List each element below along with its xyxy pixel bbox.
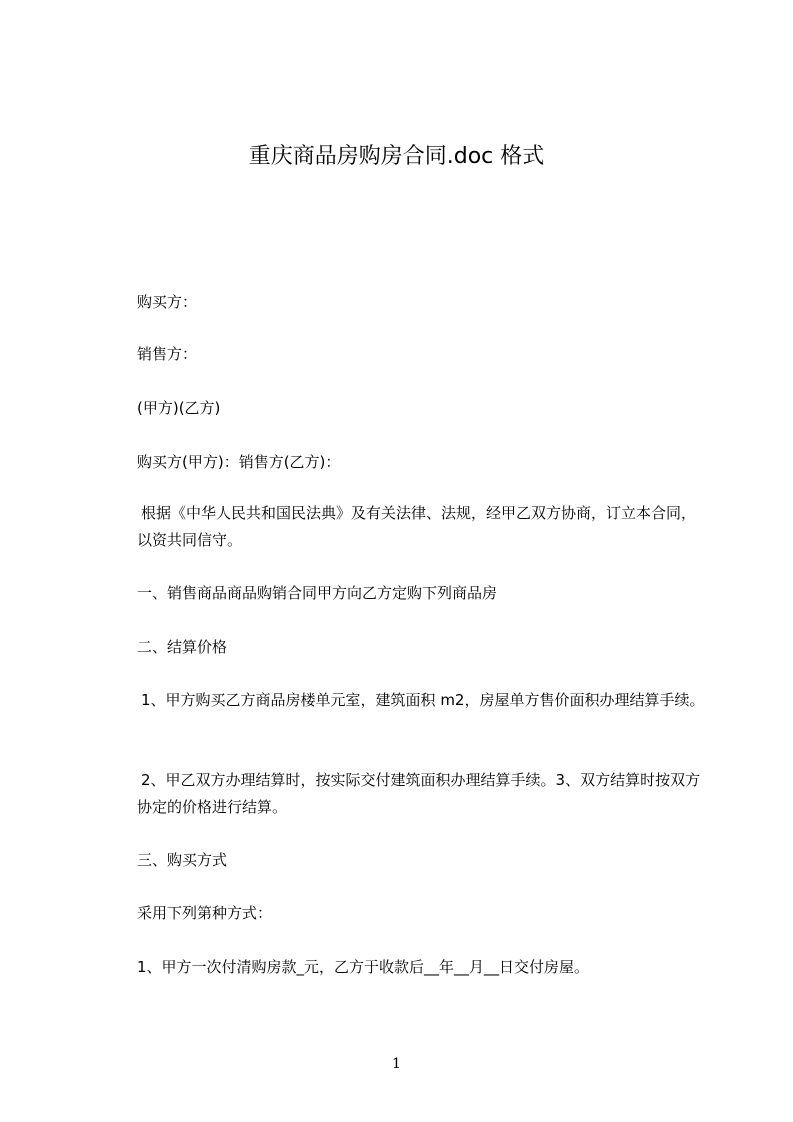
section-two-heading: 二、结算价格 — [137, 638, 228, 656]
party-labels: (甲方)(乙方) — [137, 399, 221, 417]
buyer-label: 购买方： — [137, 293, 198, 311]
document-title: 重庆商品房购房合同.doc 格式 — [248, 144, 545, 169]
clause-3-1: 1、甲方一次付清购房款_元，乙方于收款后__年__月__日交付房屋。 — [137, 958, 590, 976]
buyer-seller-line: 购买方(甲方)：销售方(乙方)： — [137, 453, 341, 471]
clause-2-2: 2、甲乙双方办理结算时，按实际交付建筑面积办理结算手续。3、双方结算时按双方协定的价格进行结算。 — [137, 771, 701, 816]
payment-method-intro: 采用下列第种方式： — [137, 904, 273, 922]
seller-label: 销售方： — [137, 345, 198, 363]
page-number: 1 — [392, 1056, 401, 1072]
preamble-paragraph: 根据《中华人民共和国民法典》及有关法律、法规，经甲乙双方协商，订立本合同，以资共同信守。 — [137, 504, 697, 549]
section-one-heading: 一、销售商品商品购销合同甲方向乙方定购下列商品房 — [137, 584, 498, 602]
section-three-heading: 三、购买方式 — [137, 851, 228, 869]
clause-2-1: 1、甲方购买乙方商品房楼单元室，建筑面积 m2，房屋单方售价面积办理结算手续。 — [141, 691, 705, 709]
